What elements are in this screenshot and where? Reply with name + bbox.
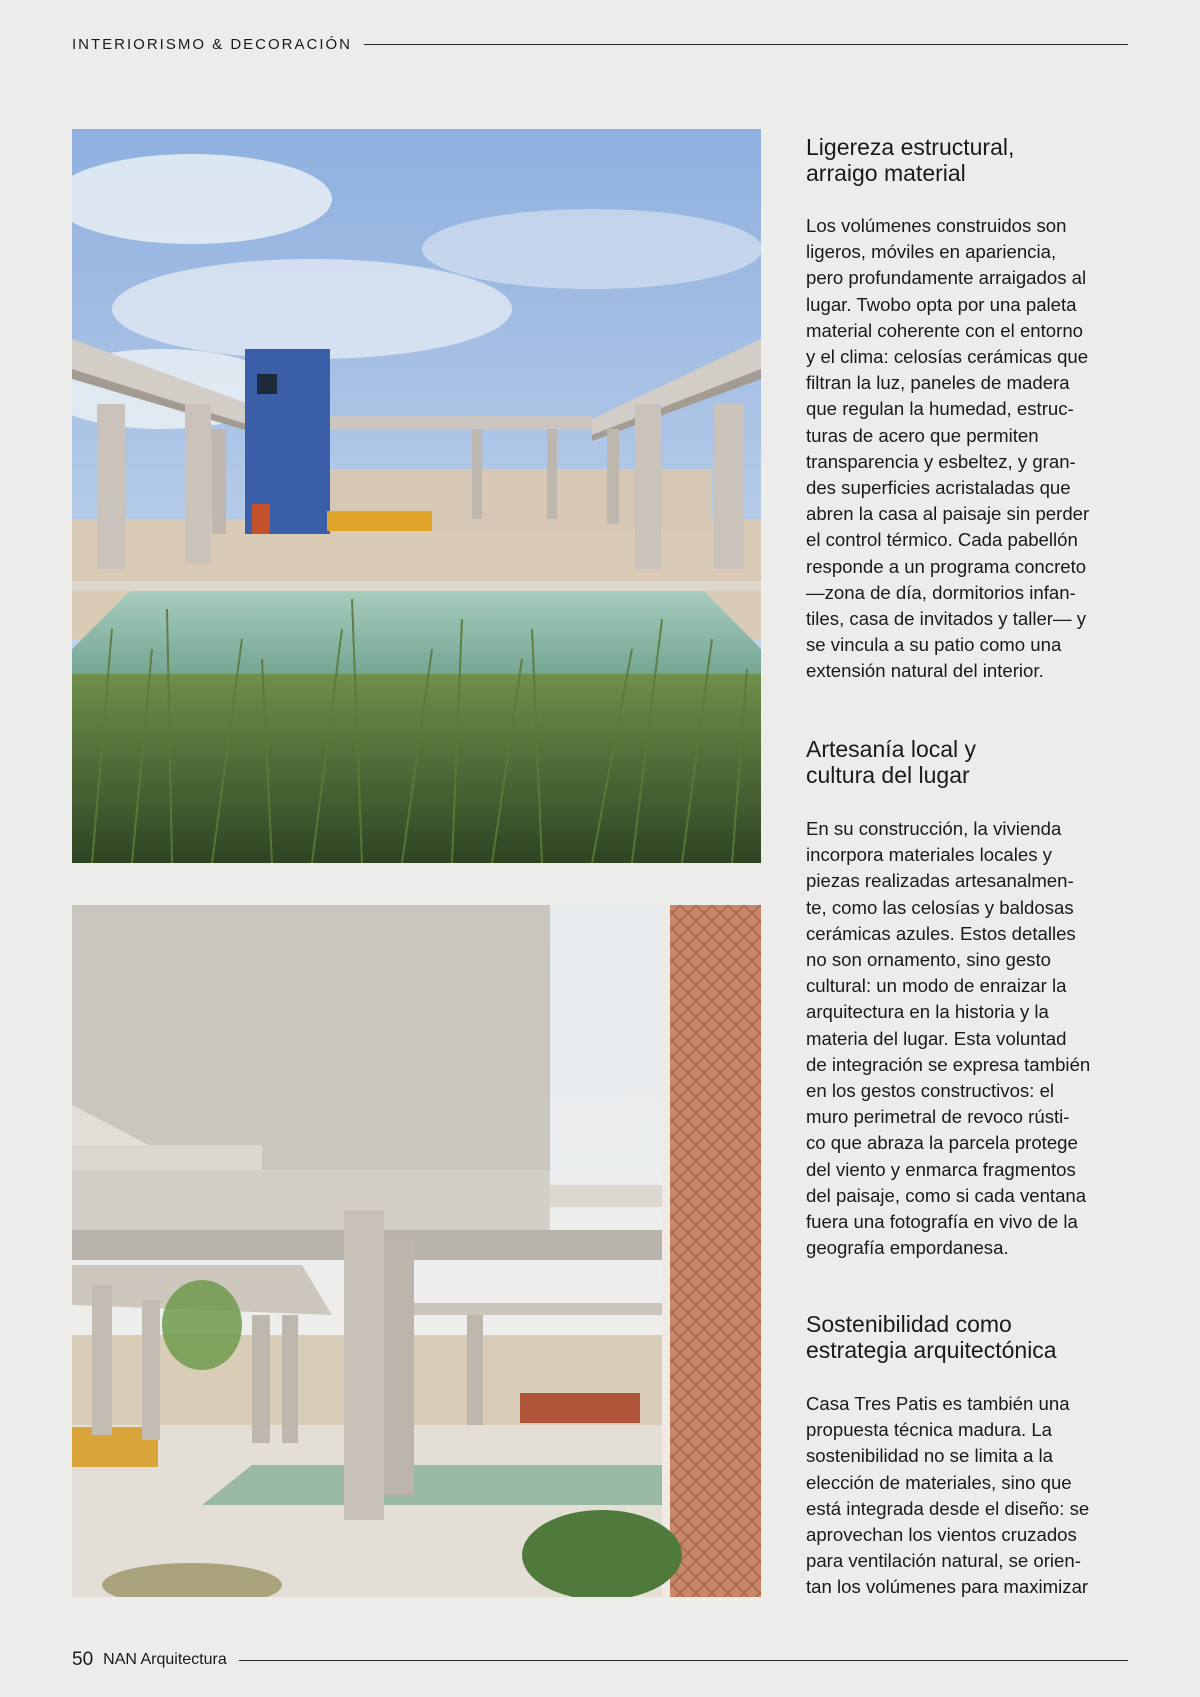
page-header <box>72 30 1128 58</box>
publication-name: NAN Arquitectura <box>103 1651 227 1668</box>
page-number: 50 <box>72 1649 94 1670</box>
header-rule <box>364 44 1128 45</box>
photo-courtyard-pool <box>72 129 761 863</box>
footer-rule <box>239 1660 1128 1661</box>
section-body-sustainability: Casa Tres Patis es también una propuesta técnica madura. La sostenibilidad no se limita a la elección de materiales, sino que está integrada desde el diseño: se aprovechan los vientos cruzados para ventilación natural, se orien- tan los volúmenes para maximizar <box>806 1393 1090 1598</box>
section-body-structural: Los volúmenes construidos son ligeros, móviles en apariencia, pero profundamente arraigados al lugar. Twobo opta por una paleta material coherente con el entorno y el clima: celosías cerámicas que filtran la luz, paneles de madera que regulan la humedad, estruc- turas de acero que permiten transparencia y esbeltez, y gran- des superficies acristaladas que abren la casa al paisaje sin perder el control térmico. Cada pabellón responde a un programa concreto —zona de día, dormitorios infan- tiles, casa de invitados y taller— y se vincula a su patio como una extensión natural del interior. <box>806 215 1090 682</box>
section-label: INTERIORISMO & DECORACIÓN <box>72 35 353 53</box>
section-heading-sustainability: Sostenibilidad como estrategia arquitectónica <box>806 1311 1057 1363</box>
section-body-craft: En su construcción, la vivienda incorpora materiales locales y piezas realizadas artesanalmen- te, como las celosías y baldosas cerámicas azules. Estos detalles no son ornamento, sino gesto cultural: un modo de enraizar la arquitectura en la historia y la materia del lugar. Esta voluntad de integración se expresa también en los gestos constructivos: el muro perimetral de revoco rústi- co que abraza la parcela protege del viento y enmarca fragmentos del paisaje, como si cada ventana fuera una fotografía en vivo de la geografía empordanesa. <box>806 818 1091 1259</box>
section-heading-structural: Ligereza estructural, arraigo material <box>806 134 1015 186</box>
covered-porch-illustration <box>72 905 761 1597</box>
section-heading-craft: Artesanía local y cultura del lugar <box>806 736 977 788</box>
courtyard-pool-illustration <box>72 129 761 863</box>
page-footer <box>72 1646 1128 1674</box>
photo-covered-porch <box>72 905 761 1597</box>
